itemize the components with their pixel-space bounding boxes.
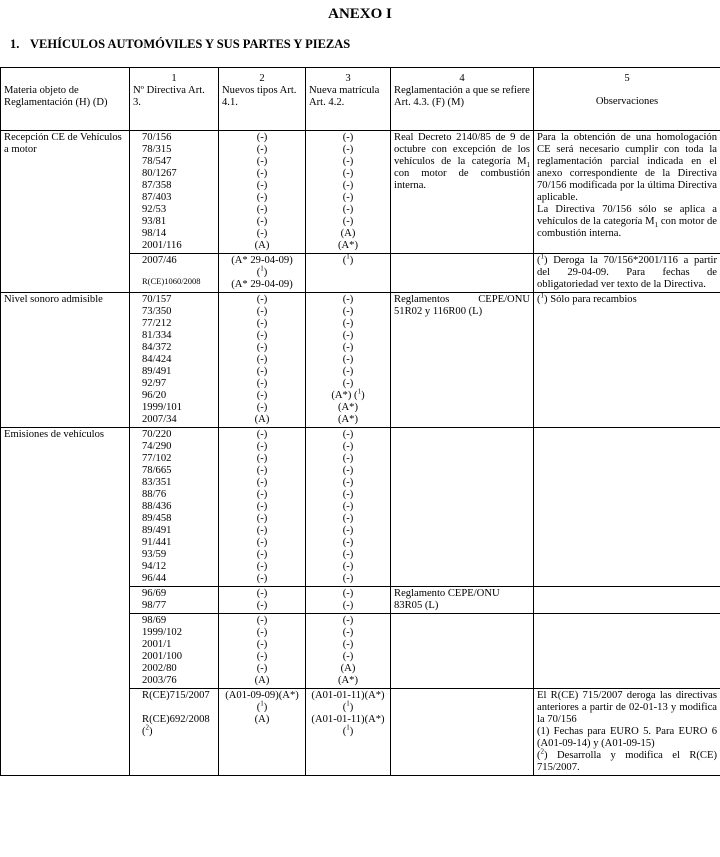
list-item: (-) <box>342 204 354 215</box>
list-item: (-) <box>342 513 354 524</box>
list-item: 2007/34 <box>142 414 177 425</box>
observaciones-cell <box>534 428 720 587</box>
directiva-list <box>130 131 219 254</box>
table-row <box>1 131 720 254</box>
list-item: (A*) <box>337 402 358 413</box>
list-item: (-) <box>342 561 354 572</box>
list-item: (A) <box>340 228 356 239</box>
list-item: (-) <box>342 168 354 179</box>
list-item: 93/81 <box>142 216 167 227</box>
list-item: 98/14 <box>142 228 167 239</box>
list-item: (-) <box>256 537 268 548</box>
list-item: 70/157 <box>142 294 172 305</box>
list-item: (-) <box>342 615 354 626</box>
list-item: (-) <box>256 378 268 389</box>
list-item: (-) <box>342 156 354 167</box>
list-item: (-) <box>342 651 354 662</box>
header-row <box>1 68 720 131</box>
list-item: (-) <box>256 306 268 317</box>
list-item: (-) <box>256 513 268 524</box>
nuevos-tipos-list <box>219 428 306 587</box>
list-item: (-) <box>256 525 268 536</box>
list-item: 80/1267 <box>142 168 177 179</box>
list-item: (-) <box>256 330 268 341</box>
list-item: (A*) <box>337 675 358 686</box>
directiva-list <box>130 587 219 614</box>
list-item: (-) <box>256 228 268 239</box>
list-item: (-) <box>342 429 354 440</box>
list-item: (-) <box>256 204 268 215</box>
reglamentacion-cell <box>391 254 534 293</box>
list-item: 2003/76 <box>142 675 177 686</box>
list-item: (-) <box>342 216 354 227</box>
directiva-list <box>130 428 219 587</box>
list-item: (-) <box>256 453 268 464</box>
list-item: (-) <box>342 477 354 488</box>
list-item: (-) <box>342 318 354 329</box>
list-item: 94/12 <box>142 561 167 572</box>
list-item: 2001/116 <box>142 240 182 251</box>
list-item: (A) <box>254 414 270 425</box>
list-item: (-) <box>256 390 268 401</box>
list-item: (-) <box>342 549 354 560</box>
list-item: (-) <box>256 615 268 626</box>
list-item: (-) <box>256 402 268 413</box>
list-item: 83/351 <box>142 477 172 488</box>
list-item: (A) <box>254 240 270 251</box>
list-item: 1999/102 <box>142 627 183 638</box>
nuevos-tipos-list: (A01-09-09)(A*) ($^1$) (A) <box>219 689 306 776</box>
list-item: (-) <box>256 549 268 560</box>
list-item: (-) <box>342 306 354 317</box>
nueva-matricula-list <box>306 428 391 587</box>
list-item: 91/441 <box>142 537 172 548</box>
list-item: (-) <box>342 342 354 353</box>
reglamentacion-cell <box>391 614 534 689</box>
list-item: 70/220 <box>142 429 172 440</box>
nueva-matricula-list <box>306 131 391 254</box>
list-item: 2001/1 <box>142 639 172 650</box>
list-item: (-) <box>256 294 268 305</box>
list-item: (-) <box>256 168 268 179</box>
nueva-matricula-list: (A01-01-11)(A*) ($^1$) (A01-01-11)(A*) ($^1$) <box>306 689 391 776</box>
observaciones-cell: Para la obtención de una homologación CE será necesario cumplir con toda la reglamentación parcial indicada en el anexo correspondiente de la Directiva 70/156 modificada por la última Directiva aplicable. La Directiva 70/156 sólo se aplica a vehículos de la categoría $M_1$ con motor de combustión interna. <box>534 131 720 254</box>
list-item: 96/20 <box>142 390 167 401</box>
list-item: (A) <box>340 663 356 674</box>
list-item: 84/424 <box>142 354 172 365</box>
nuevos-tipos-list: (A* 29-04-09) ($^1$) (A* 29-04-09) <box>219 254 306 293</box>
nueva-matricula-list <box>306 293 391 428</box>
header-nuevos-tipos: 2 Nuevos tipos Art. 4.1. <box>219 68 306 131</box>
observaciones-cell: ($^1$) Deroga la 70/156*2001/116 a partir del 29-04-09. Para fechas de obligatoriedad ver texto de la Directiva. <box>534 254 720 293</box>
list-item: (A*) <box>337 240 358 251</box>
header-reglamentacion: 4 Reglamentación a que se refiere Art. 4.3. (F) (M) <box>391 68 534 131</box>
list-item: (-) <box>256 501 268 512</box>
list-item: 77/102 <box>142 453 172 464</box>
nuevos-tipos-list <box>219 293 306 428</box>
list-item: (-) <box>256 180 268 191</box>
list-item: (-) <box>256 600 268 611</box>
list-item: 96/44 <box>142 573 167 584</box>
list-item: (-) <box>342 453 354 464</box>
list-item: (A*) <box>337 414 358 425</box>
list-item: 70/156 <box>142 132 172 143</box>
list-item: (-) <box>256 132 268 143</box>
list-item: (A*) ($^1$) <box>331 387 365 401</box>
list-item: 78/315 <box>142 144 172 155</box>
list-item: (-) <box>342 600 354 611</box>
list-item: 96/69 <box>142 588 167 599</box>
list-item: 89/491 <box>142 366 172 377</box>
list-item: 78/547 <box>142 156 172 167</box>
list-item: (-) <box>342 588 354 599</box>
list-item: 81/334 <box>142 330 172 341</box>
nuevos-tipos-list <box>219 131 306 254</box>
list-item: (-) <box>256 489 268 500</box>
nueva-matricula-list: ($^1$) <box>306 254 391 293</box>
list-item: (-) <box>342 465 354 476</box>
list-item: 92/53 <box>142 204 167 215</box>
list-item: (-) <box>256 573 268 584</box>
list-item: (-) <box>342 501 354 512</box>
list-item: (-) <box>342 537 354 548</box>
reglamentacion-cell <box>391 428 534 587</box>
list-item: (-) <box>256 477 268 488</box>
list-item: (-) <box>342 132 354 143</box>
list-item: (-) <box>256 144 268 155</box>
list-item: 92/97 <box>142 378 167 389</box>
list-item: (-) <box>256 627 268 638</box>
list-item: (-) <box>256 318 268 329</box>
section-number: 1. <box>10 37 20 51</box>
list-item: (-) <box>256 588 268 599</box>
nueva-matricula-list <box>306 614 391 689</box>
reglamentacion-cell: Real Decreto 2140/85 de 9 de octubre con excepción de los vehículos de la categoría $M_1$ con motor de combustión interna. <box>391 131 534 254</box>
list-item: 98/69 <box>142 615 167 626</box>
table-row <box>1 428 720 587</box>
list-item: (-) <box>256 192 268 203</box>
nuevos-tipos-list <box>219 587 306 614</box>
section-title: VEHÍCULOS AUTOMÓVILES Y SUS PARTES Y PIEZAS <box>30 37 351 51</box>
list-item: (-) <box>342 639 354 650</box>
list-item: 89/458 <box>142 513 172 524</box>
list-item: 87/358 <box>142 180 172 191</box>
list-item: (-) <box>256 216 268 227</box>
list-item: (-) <box>256 354 268 365</box>
section-heading <box>10 37 350 52</box>
list-item: (-) <box>342 330 354 341</box>
materia-cell: Recepción CE de Vehículos a motor <box>1 131 130 293</box>
nueva-matricula-list <box>306 587 391 614</box>
list-item: (-) <box>256 366 268 377</box>
list-item: (-) <box>256 429 268 440</box>
list-item: (-) <box>342 573 354 584</box>
reglamentacion-cell: Reglamento CEPE/ONU 83R05 (L) <box>391 587 534 614</box>
observaciones-cell <box>534 614 720 689</box>
list-item: 74/290 <box>142 441 172 452</box>
list-item: (-) <box>256 465 268 476</box>
list-item: 98/77 <box>142 600 167 611</box>
list-item: (-) <box>342 192 354 203</box>
materia-cell: Emisiones de vehículos <box>1 428 130 776</box>
list-item: (-) <box>342 294 354 305</box>
table-row <box>1 293 720 428</box>
directiva-list: R(CE)715/2007 R(CE)692/2008 ($^2$) <box>130 689 219 776</box>
header-nueva-matricula: 3 Nueva matrícula Art. 4.2. <box>306 68 391 131</box>
regulation-table <box>0 67 720 776</box>
observaciones-cell: ($^1$) Sólo para recambios <box>534 293 720 428</box>
list-item: (-) <box>342 354 354 365</box>
list-item: (-) <box>342 366 354 377</box>
list-item: 77/212 <box>142 318 172 329</box>
reglamentacion-cell <box>391 689 534 776</box>
list-item: (-) <box>342 525 354 536</box>
observaciones-cell <box>534 587 720 614</box>
list-item: 88/436 <box>142 501 172 512</box>
list-item: (-) <box>342 441 354 452</box>
list-item: (-) <box>256 663 268 674</box>
list-item: (-) <box>256 156 268 167</box>
list-item: 88/76 <box>142 489 167 500</box>
list-item: (-) <box>256 651 268 662</box>
list-item: 89/491 <box>142 525 172 536</box>
list-item: 93/59 <box>142 549 167 560</box>
list-item: (-) <box>342 378 354 389</box>
list-item: (-) <box>256 342 268 353</box>
materia-cell: Nivel sonoro admisible <box>1 293 130 428</box>
list-item: (A) <box>254 675 270 686</box>
list-item: (-) <box>256 639 268 650</box>
list-item: (-) <box>342 627 354 638</box>
directiva-list <box>130 614 219 689</box>
list-item: 73/350 <box>142 306 172 317</box>
observaciones-cell: El R(CE) 715/2007 deroga las directivas anteriores a partir de 02-01-13 y modifica la 70/156 (1) Fechas para EURO 5. Para EURO 6 (A01-09-14) y (A01-09-15) ($^2$) Desarrolla y modifica el R(CE) 715/2007. <box>534 689 720 776</box>
header-materia: Materia objeto de Reglamentación (H) (D) <box>1 68 130 131</box>
list-item: (-) <box>342 144 354 155</box>
list-item: 84/372 <box>142 342 172 353</box>
directiva-list: 2007/46 R(CE)1060/2008 <box>130 254 219 293</box>
list-item: 1999/101 <box>142 402 183 413</box>
list-item: 2002/80 <box>142 663 177 674</box>
reglamentacion-cell: Reglamentos CEPE/ONU 51R02 y 116R00 (L) <box>391 293 534 428</box>
annex-title: ANEXO I <box>328 6 392 22</box>
list-item: (-) <box>342 489 354 500</box>
list-item: 87/403 <box>142 192 172 203</box>
list-item: (-) <box>342 180 354 191</box>
nuevos-tipos-list <box>219 614 306 689</box>
header-observaciones: 5 Observaciones <box>534 68 720 131</box>
list-item: 2001/100 <box>142 651 183 662</box>
directiva-list <box>130 293 219 428</box>
list-item: (-) <box>256 561 268 572</box>
header-directiva: 1 Nº Directiva Art. 3. <box>130 68 219 131</box>
list-item: (-) <box>256 441 268 452</box>
list-item: 78/665 <box>142 465 172 476</box>
